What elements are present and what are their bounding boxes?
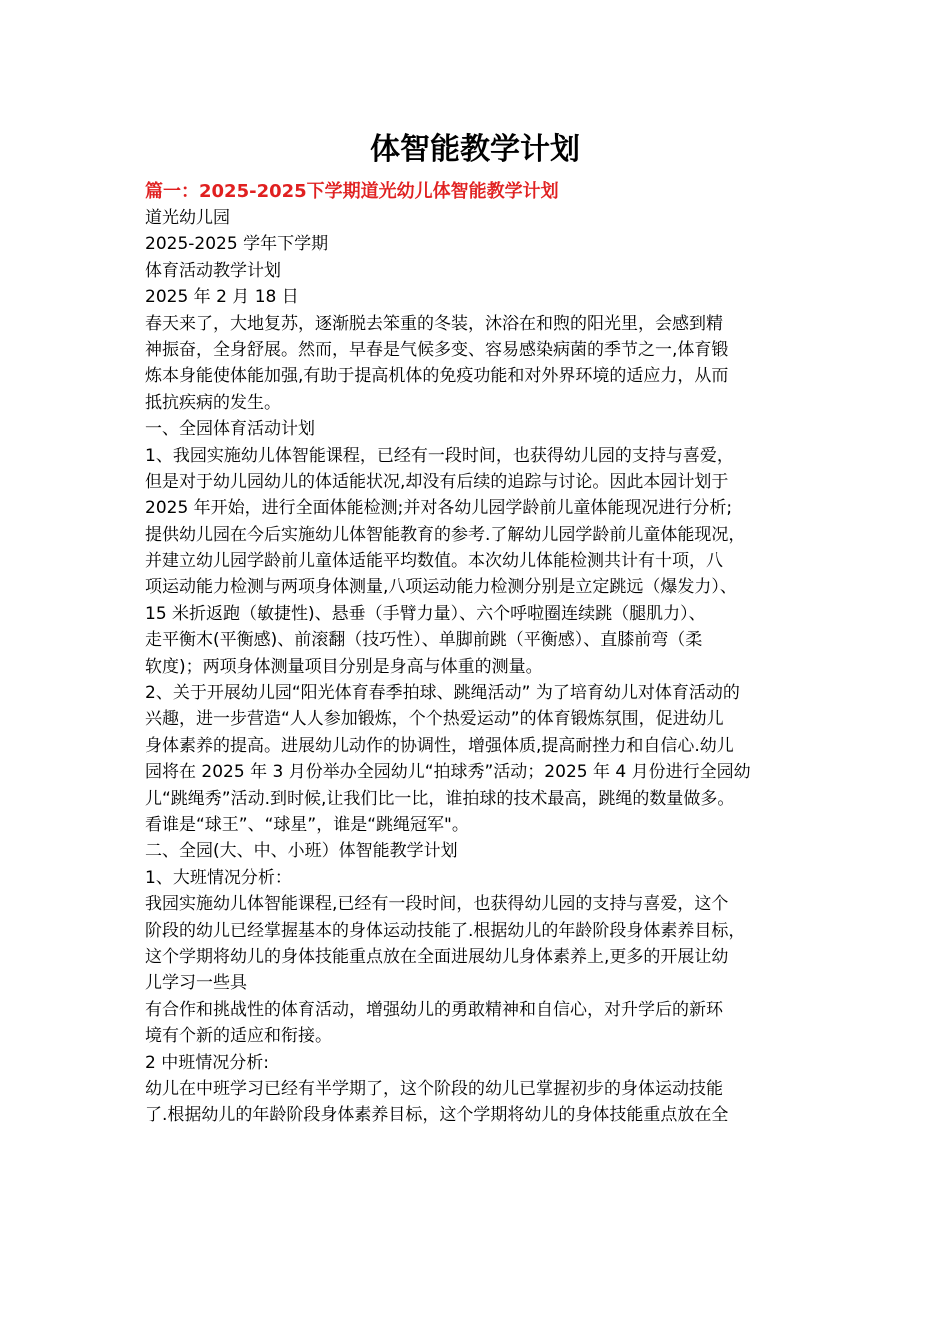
text-line: 园将在 2025 年 3 月份举办全园幼儿“拍球秀”活动；2025 年 4 月份进行全园幼 <box>145 762 751 783</box>
text-line: 15 米折返跑（敏捷性)、悬垂（手臂力量）、六个呼啦圈连续跳（腿肌力）、 <box>145 603 706 624</box>
text-line: 2025 年开始，进行全面体能检测;并对各幼儿园学龄前儿童体能现况进行分析; <box>145 498 733 519</box>
document-title: 体智能教学计划 <box>370 132 580 167</box>
text-line: 软度)；两项身体测量项目分别是身高与体重的测量。 <box>145 656 543 677</box>
text-line: 提供幼儿园在今后实施幼儿体智能教育的参考.了解幼儿园学龄前儿童体能现况， <box>145 524 746 545</box>
text-line: 1、我园实施幼儿体智能课程，已经有一段时间，也获得幼儿园的支持与喜爱， <box>145 445 734 466</box>
text-line: 了.根据幼儿的年龄阶段身体素养目标，这个学期将幼儿的身体技能重点放在全 <box>145 1105 729 1126</box>
text-line: 阶段的幼儿已经掌握基本的身体运动技能了.根据幼儿的年龄阶段身体素养目标， <box>145 920 746 941</box>
text-line: 幼儿在中班学习已经有半学期了，这个阶段的幼儿已掌握初步的身体运动技能 <box>145 1078 723 1099</box>
text-line: 春天来了，大地复苏，逐渐脱去笨重的冬装，沐浴在和煦的阳光里，会感到精 <box>145 313 723 334</box>
text-line: 2、关于开展幼儿园“阳光体育春季拍球、跳绳活动” 为了培育幼儿对体育活动的 <box>145 683 740 704</box>
text-line: 我园实施幼儿体智能课程,已经有一段时间，也获得幼儿园的支持与喜爱，这个 <box>145 894 729 915</box>
text-line: 神振奋，全身舒展。然而，早春是气候多变、容易感染病菌的季节之一,体育锻 <box>145 339 729 360</box>
text-line: 但是对于幼儿园幼儿的体适能状况,却没有后续的追踪与讨论。因此本园计划于 <box>145 471 729 492</box>
text-line: 二、全园(大、中、小班）体智能教学计划 <box>145 841 458 862</box>
text-line: 儿学习一些具 <box>145 973 247 994</box>
text-line: 体育活动教学计划 <box>145 260 281 281</box>
text-line: 抵抗疾病的发生。 <box>145 392 281 413</box>
text-line: 儿“跳绳秀”活动.到时候,让我们比一比，谁拍球的技术最高，跳绳的数量做多。 <box>145 788 735 809</box>
document-body <box>145 205 825 1129</box>
text-line: 走平衡木(平衡感)、前滚翻（技巧性）、单脚前跳（平衡感）、直膝前弯（柔 <box>145 630 703 651</box>
text-line: 项运动能力检测与两项身体测量,八项运动能力检测分别是立定跳远（爆发力）、 <box>145 577 737 598</box>
text-line: 2025 年 2 月 18 日 <box>145 287 299 308</box>
text-line: 1、大班情况分析： <box>145 867 292 888</box>
text-line: 境有个新的适应和衔接。 <box>145 1026 332 1047</box>
text-line: 2025-2025 学年下学期 <box>145 234 329 255</box>
text-line: 身体素养的提高。进展幼儿动作的协调性，增强体质,提高耐挫力和自信心.幼儿 <box>145 735 734 756</box>
text-line: 2 中班情况分析: <box>145 1052 269 1073</box>
text-line: 兴趣，进一步营造“人人参加锻炼，个个热爱运动”的体育锻炼氛围，促进幼儿 <box>145 709 724 730</box>
text-line: 炼本身能使体能加强,有助于提高机体的免疫功能和对外界环境的适应力，从而 <box>145 366 729 387</box>
text-line: 看谁是“球王”、“球星”，谁是“跳绳冠军"。 <box>145 814 469 835</box>
text-line: 这个学期将幼儿的身体技能重点放在全面进展幼儿身体素养上,更多的开展让幼 <box>145 946 729 967</box>
section-heading: 篇一：2025-2025下学期道光幼儿体智能教学计划 <box>145 181 559 202</box>
text-line: 并建立幼儿园学龄前儿童体适能平均数值。本次幼儿体能检测共计有十项，八 <box>145 551 723 572</box>
text-line: 有合作和挑战性的体育活动，增强幼儿的勇敢精神和自信心，对升学后的新环 <box>145 999 723 1020</box>
text-line: 一、全园体育活动计划 <box>145 419 315 440</box>
text-line: 道光幼儿园 <box>145 208 230 228</box>
